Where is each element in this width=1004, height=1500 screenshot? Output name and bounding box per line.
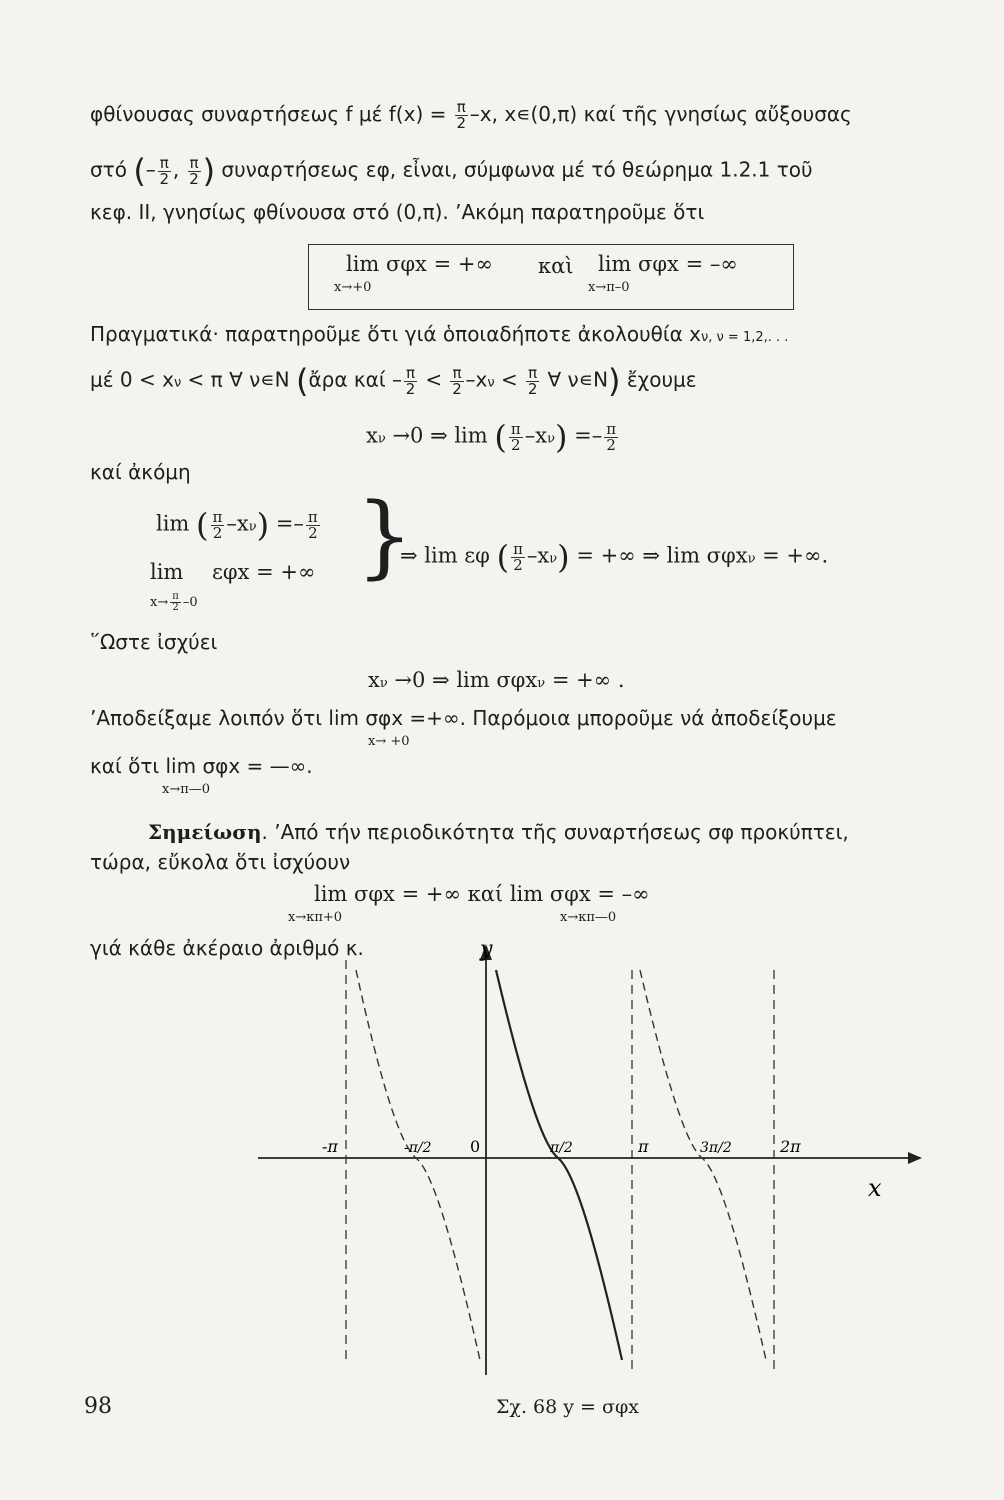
text-line-11: καί ὅτι lim σφx = —∞.: [90, 754, 313, 778]
fraction-neg-pi-over-2: $\frac{\pi}{2}$: [159, 153, 170, 188]
text-line-13: lim σφx = +∞ καί lim σφx = –∞: [314, 882, 650, 906]
box-and: καὶ: [538, 254, 574, 278]
t5nu2: ν: [487, 375, 495, 391]
t6a: x: [366, 423, 378, 448]
f5c: $\frac{\pi}{2}$: [527, 363, 538, 398]
system-result: ⇒ lim εφ ( $\frac{\pi}{2}$ –xν) = +∞ ⇒ lim σφxν = +∞.: [400, 538, 829, 576]
text-line-12: τώρα, εὔκολα ὅτι ἰσχύουν: [90, 850, 351, 874]
text-line-1: [90, 100, 852, 131]
origin-label: 0: [470, 1137, 481, 1156]
system-line-2: [150, 560, 316, 584]
s1b: –x: [226, 511, 249, 536]
t9nu2: ν: [537, 676, 546, 691]
text-line-7: καί ἀκόμη: [90, 460, 191, 484]
note-line: [148, 820, 849, 844]
text-line-6: xν →0 ⇒ lim ( $\frac{\pi}{2}$ –xν) =– $\frac{\pi}{2}$: [366, 418, 617, 456]
system-line-1: lim ( $\frac{\pi}{2}$ –xν) =– $\frac{\pi}{2}$: [156, 506, 318, 544]
text-line-10: ’Αποδείξαμε λοιπόν ὅτι lim σφx =+∞. Παρόμοια μποροῦμε νά ἀποδείξουμε: [90, 706, 837, 730]
s2a: lim: [150, 560, 184, 584]
fs1b: $\frac{\pi}{2}$: [307, 507, 318, 542]
box-limit-2-sub: x→π–0: [588, 280, 630, 295]
right-brace: }: [356, 484, 414, 589]
text-line-8: ῞Ωστε ἰσχύει: [90, 630, 218, 654]
text-line-2-a: στό: [90, 157, 127, 182]
box-limit-1-sub: x→+0: [334, 280, 372, 295]
fraction-pi-over-2: $\frac{\pi}{2}$: [456, 98, 467, 132]
t6nu2: ν: [547, 431, 555, 447]
t5d: <: [425, 367, 443, 392]
system-line-2-sub: [150, 592, 198, 613]
y-label: y: [480, 937, 493, 962]
s2sub: x→: [150, 595, 169, 610]
tick-neg-pi-2: -π/2: [404, 1140, 432, 1156]
s1c: =: [275, 511, 294, 536]
note-title: Σημείωση: [148, 820, 262, 844]
t6b: →0 ⇒ lim: [392, 423, 488, 448]
fs3: $\frac{\pi}{2}$: [513, 539, 523, 574]
x-label: x: [868, 1174, 882, 1202]
tick-3pi-2: 3π/2: [700, 1140, 732, 1156]
text-line-2: στό (– $\frac{\pi}{2}$ , $\frac{\pi}{2}$ ) συναρτήσεως εφ, εἶναι, σύμφωνα μέ τό θεώρημα 1.2.1 τοῦ: [90, 152, 813, 190]
x-axis-arrow: [908, 1152, 922, 1164]
s2b: εφx = +∞: [212, 560, 316, 584]
fraction-pi-over-2-b: $\frac{\pi}{2}$: [189, 153, 199, 188]
t9b: →0 ⇒ lim σφx: [387, 668, 538, 692]
s1nu: ν: [248, 519, 257, 535]
text-line-13-sub1: x→κπ+0: [288, 910, 343, 925]
t6nu: ν: [377, 431, 386, 447]
t9a: x: [368, 668, 380, 692]
text-line-11-sub: x→π—0: [162, 782, 211, 797]
text-line-14: γιά κάθε ἀκέραιο ἀριθμό κ.: [90, 936, 364, 960]
text-line-3: κεφ. ΙΙ, γνησίως φθίνουσα στό (0,π). ’Ακόμη παρατηροῦμε ὅτι: [90, 200, 705, 224]
t5g: ∀ ν∊N: [547, 367, 609, 392]
box-limit-2: lim σφx = –∞: [598, 252, 738, 276]
t5b: < π ∀ ν∊N: [181, 367, 290, 392]
s3d: = +∞.: [755, 543, 829, 568]
page-number: 98: [84, 1394, 112, 1419]
f5b: $\frac{\pi}{2}$: [452, 363, 462, 398]
text-line-13-sub2: x→κπ—0: [560, 910, 617, 925]
cot-graph: [240, 930, 940, 1380]
t5h: ἔχουμε: [626, 367, 697, 392]
s3b: –x: [526, 543, 550, 568]
text-line-4-a: Πραγματικά· παρατηροῦμε ὅτι γιά ὁποιαδήποτε ἀκολουθία x: [90, 322, 702, 346]
text-line-1-b: –x, x∊(0,π) καί τῆς γνησίως αὔξουσας: [469, 102, 852, 126]
box-limit-1: lim σφx = +∞: [346, 252, 493, 276]
t5f: <: [500, 367, 518, 392]
text-line-4: [90, 322, 788, 346]
figure-caption: Σχ. 68 y = σφx: [496, 1396, 639, 1418]
note-rest: . ’Από τήν περιοδικότητα τῆς συναρτήσεως σφ προκύπτει,: [261, 820, 849, 844]
t9nu: ν: [379, 676, 388, 691]
s3nu: ν: [549, 551, 558, 567]
s3c: = +∞ ⇒ lim σφx: [576, 543, 748, 568]
cot-branch-left: [356, 970, 480, 1360]
t6d: =: [574, 423, 592, 448]
t5c: ἄρα καί –: [308, 367, 402, 392]
tick-2pi: 2π: [780, 1137, 801, 1156]
t5a: μέ 0 < x: [90, 367, 174, 392]
f6b: $\frac{\pi}{2}$: [606, 419, 617, 454]
t5nu: ν: [173, 375, 182, 391]
text-line-4-b: ν, ν = 1,2,. . .: [701, 330, 789, 345]
f5a: $\frac{\pi}{2}$: [405, 363, 416, 398]
fs1a: $\frac{\pi}{2}$: [212, 507, 223, 542]
s1a: lim: [156, 511, 190, 536]
cot-branch-main: [496, 970, 622, 1360]
s3nu2: ν: [747, 551, 756, 567]
t6c: –x: [524, 423, 548, 448]
text-line-5: μέ 0 < xν < π ∀ ν∊N (ἄρα καί – $\frac{\pi}{2}$ < $\frac{\pi}{2}$ –xν < $\frac{\pi}{2}$ ∀ ν∊N) ἔχουμε: [90, 362, 697, 400]
tick-pi: π: [638, 1137, 649, 1156]
text-line-10-sub: x→ +0: [368, 734, 410, 749]
f6a: $\frac{\pi}{2}$: [510, 419, 521, 454]
text-line-9: [368, 668, 625, 692]
text-line-1-a: φθίνουσας συναρτήσεως f μέ f(x) =: [90, 102, 453, 126]
tick-neg-pi: -π: [322, 1137, 338, 1156]
text-line-2-b: συναρτήσεως εφ, εἶναι, σύμφωνα μέ τό θεώρημα 1.2.1 τοῦ: [221, 157, 813, 182]
t9c: = +∞ .: [545, 668, 625, 692]
tick-pi-2: π/2: [550, 1140, 573, 1156]
fs2: $\frac{\pi}{2}$: [172, 591, 179, 613]
cot-branch-right: [640, 970, 766, 1360]
s3a: ⇒ lim εφ: [400, 543, 490, 568]
s2sub2: –0: [182, 595, 198, 610]
t5e: –x: [465, 367, 488, 392]
